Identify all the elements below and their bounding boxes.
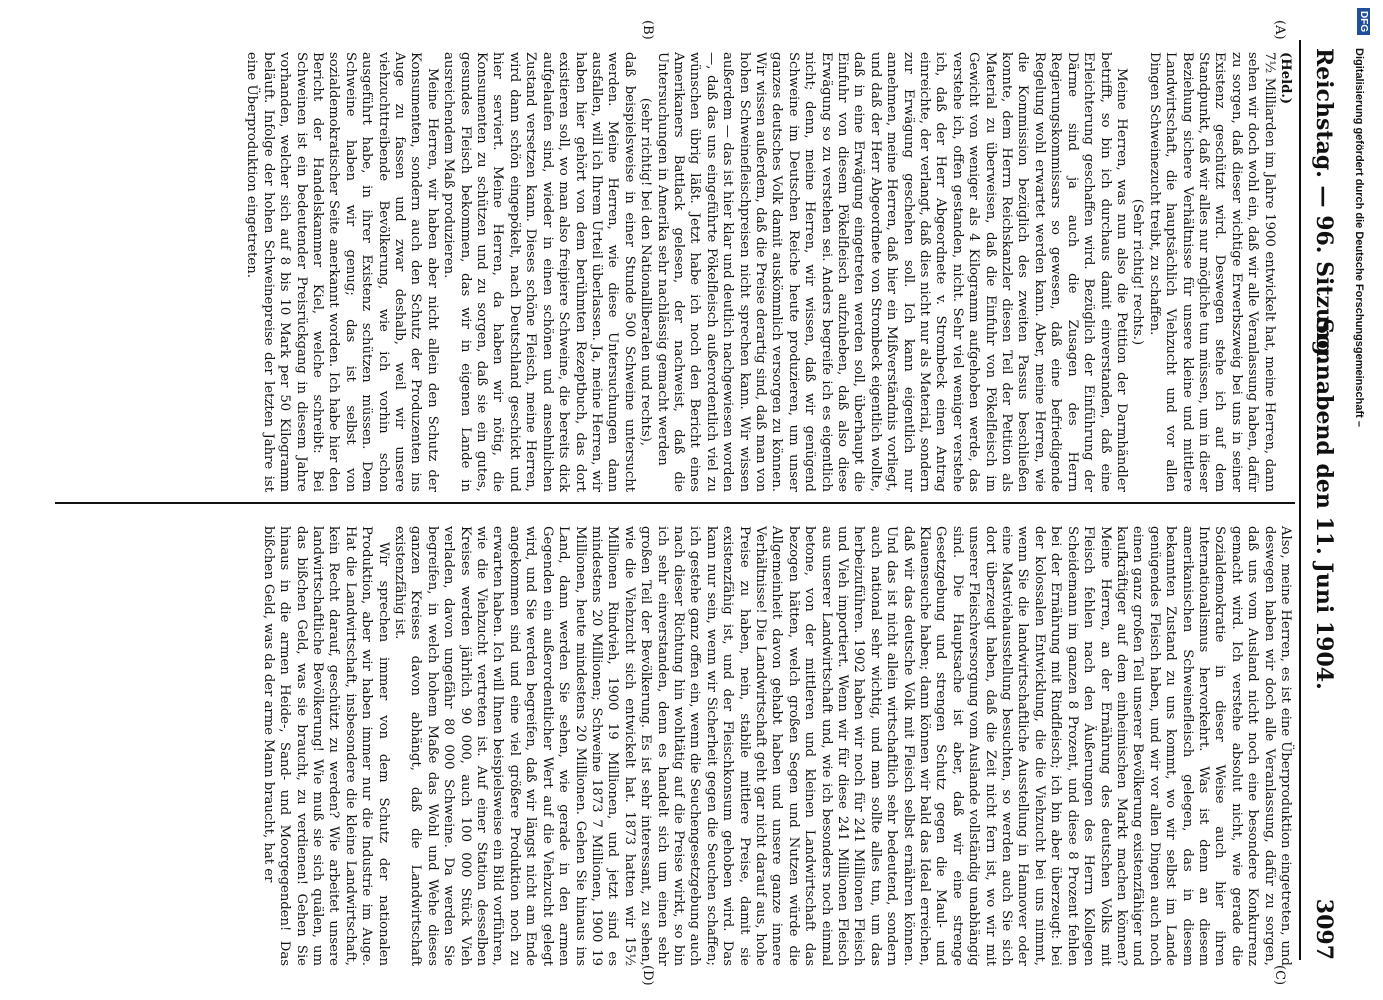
digitization-credit: Digitalisierung gefördert durch die Deutsche Forschungsgemeinschaft – — [1353, 48, 1365, 427]
margin-marker-d: (D) — [640, 965, 655, 986]
paragraph: Wir sprechen immer von dem Schutz der nationalen Produktion, aber wir haben immer nur die Industrie im Auge. Hat die Landwirtschaft, insbesondere die kleine Landwirtschaft, kein Recht darauf, geschützt zu werden? Wie arbeitet unsere landwirtschaftliche Bevölkerung! Wie muß sie sich quälen, um das bißchen Geld, was sie braucht, zu verdienen! Gehen Sie hinaus in die armen Heide-, Sand- und Moorgegenden! Das bißchen Geld, was da der arme Mann braucht, hat er — [260, 526, 391, 966]
header-rule — [1299, 40, 1301, 960]
margin-marker-a: (A) — [1272, 20, 1287, 40]
dfg-logo: DFG — [1357, 8, 1370, 35]
column-divider — [55, 502, 1295, 504]
digitization-sidebar — [1345, 0, 1383, 1000]
paragraph: 7½ Milliarden im Jahre 1900 entwickelt hat, meine Herren, dann sehen wir doch wohl ein, daß wir alle Veranlassung haben, dafür zu sorgen, daß dieser wichtige Erwerbszweig bei uns in seiner Existenz geschützt wird. Deswegen stehe ich auf dem Standpunkt, daß wir alles nur mögliche tun müssen, um in dieser Beziehung sichere Verhältnisse für unsere kleine und mittlere Landwirtschaft, die hauptsächlich Viehzucht und vor allen Dingen Schweinezucht treibt, zu schaffen. — [1146, 52, 1277, 492]
header-left: Reichstag. — 96. Sitzung. — [1311, 48, 1337, 364]
paragraph: Meine Herren, wir haben aber nicht allein den Schutz der Konsumenten, sondern auch den Schutz der Produzenten ins Auge zu fassen und zwar deshalb, weil wir unsere viehzuchttreibende Bevölkerung, wie ich vorhin schon ausgeführt habe, in ihrer Existenz schützen müssen. Dem Schweine haben wir genug; das ist selbst von sozialdemokratischer Seite anerkannt worden. Ich habe hier den Bericht der Handelskammer Kiel, welche schreibt: Bei Schweinen ist ein bedeutender Preisrückgang in diesem Jahre vorhanden, welcher sich auf 8 bis 10 Mark per 50 Kilogramm beläuft. Infolge der hohen Schweinepreise der letzten Jahre ist eine Überproduktion eingetreten. — [244, 52, 440, 492]
scanned-page — [40, 0, 1345, 1000]
margin-marker-b: (B) — [640, 20, 655, 40]
paragraph: daß beispielsweise in einer Stunde 500 Schweine untersucht werden. Meine Herren, wie diese Untersuchungen dann ausfallen, will ich Ihrem Urteil überlassen. Ja, meine Herren, wir haben hier gehört von dem berühmten Rezeptbuch, das dort existieren soll, wo man also freipiere Schweine, die bereits dick aufgelaufen sind, wieder in einen schönen und ansehnlichen Zustand versetzen kann. Dieses schöne Fleisch, meine Herren, wird dann schön eingepökelt, nach Deutschland geschickt und hier serviert. Meine Herren, da haben wir nötig, die Konsumenten zu schützen und zu sorgen, daß sie ein gutes, gesundes Fleisch bekommen, das wir in eigenen Lande in ausreichendem Maß produzieren. — [441, 52, 637, 492]
margin-marker-c: (C) — [1272, 965, 1287, 986]
paragraph: Also, meine Herren, es ist eine Überproduktion eingetreten, und deswegen haben wir doch alle Veranlassung, dafür zu sorgen, daß uns vom Ausland nicht noch eine besondere Konkurrenz gemacht wird. Ich verstehe absolut nicht, wie gerade die Sozialdemokratie in dieser Weise auch hier ihren Internationalismus hervorkehrt. Was ist denn an diesem amerikanischen Schweinefleisch gelegen, das in diesem bekannten Zustand zu uns kommt, wo wir selbst im Lande genügendes Fleisch haben, und wir vor allen Dingen auch noch einen ganz großen Teil unserer Bevölkerung existenzfähiger und kaufkräftiger auf dem einheimischen Markt machen können? Meine Herren, an der Ernährung des deutschen Volks mit Fleisch fehlen nach den Äußerungen des Herrn Kollegen Scheidemann im ganzen 8 Prozent, und diese 8 Prozent fehlen bei der Ernährung mit Rindfleisch; ich bin aber überzeugt: bei der kolossalen Entwicklung, die die Viehzucht bei uns nimmt, wenn Sie die landwirtschaftliche Ausstellung in Hannover oder eine Mastviehausstellung besuchten, so werden auch Sie sich dort überzeugt haben, daß die Zeit nicht fern ist, wo wir mit unserer Fleischversorgung vom Auslande vollständig unabhängig sind. Die Hauptsache ist aber, daß wir eine strenge Gesetzgebung und strengen Schutz gegen die Maul- und Klauenseuche haben; dann können wir bald das Ideal erreichen, daß wir das deutsche Volk mit Fleisch selbst ernähren können. Und das ist nicht allein wirtschaftlich sehr bedeutend, sondern auch national sehr wichtig, und man sollte alles tun, um das herbeizuführen. 1902 haben wir noch für 241 Millionen Fleisch und Vieh importiert. Wenn wir für diese 241 Millionen Fleisch aus unserer Landwirtschaft und, wie ich besonders noch einmal betone, von der mittleren und kleinen Landwirtschaft das bezogen hätten, welch großen Segen und Nutzen würde die Allgemeinheit davon gehabt haben und unsere ganze innere Verhältnisse! Die Landwirtschaft geht gar nicht darauf aus, hohe Preise zu haben, nein, stabile mittlere Preise, damit sie existenzfähig ist, und der Fleischkonsum gehoben wird. Das kann nur sein, wenn wir Sicherheit gegen die Seuchen schaffen; ich gestehe ganz offen ein, wenn die Seuchengesetzgebung auch nach dieser Richtung hin wohltätig auf die Preise wirkt, so bin ich sehr einverstanden, denn es handelt sich um einen sehr großen Teil der Bevölkerung. Es ist sehr interessant, zu sehen, wie die Viehzucht sich entwickelt hat. 1873 hatten wir 15½ Millionen Rindvieh, 1900 19 Millionen, und jetzt sind es mindestens 20 Millionen; Schweine 1873 7 Millionen, 1900 19 Millionen, heute mindestens 20 Millionen. Gehen Sie hinaus ins Land, dann werden Sie sehen, wie gerade in den armen Gegenden ein außerordentlicher Wert auf die Viehzucht gelegt wird, und Sie werden begreifen, daß wir längst nicht am Ende angekommen sind und eine viel größere Produktion noch zu erwarten haben. Ich will Ihnen beispielsweise ein Bild vorführen, wie die Viehzucht vertreten ist. Auf einer Station desselben Kreises werden jährlich 90 000, auch 100 000 Stück Vieh verladen, davon ungefähr 80 000 Schweine. Da werden Sie begreifen, in welch hohem Maße das Wohl und Wehe dieses ganzen Kreises davon abhängt, daß die Landwirtschaft existenzfähig ist. — [392, 526, 1293, 966]
page-number: 3097 — [1311, 898, 1337, 960]
interjection: (sehr richtig! bei den Nationalliberalen und rechts), — [638, 97, 654, 447]
header-date: Sonnabend den 11. Juni 1904. — [1311, 318, 1337, 690]
page-header — [1303, 48, 1337, 960]
right-column — [259, 526, 1293, 966]
left-column — [243, 52, 1293, 492]
paragraph: Meine Herren, was nun also die Petition der Darmhändler betrifft, so bin ich durchaus damit einverstanden, daß eine Erleichterung geschaffen wird. Bezüglich der Einführung der Därme sind ja auch die Zusagen des Herrn Regierungskommissars so gewesen, daß eine befriedigende Regelung wohl erwartet werden kann. Aber, meine Herren, wie die Kommission bezüglich des zweiten Passus beschließen konnte, dem Herrn Reichskanzler diesen Teil der Petition als Material zu überweisen, daß die Einfuhr von Pökelfleisch im Gewicht von weniger als 4 Kilogramm aufgehoben werde, das verstehe ich, offen gestanden, nicht. Sehr viel weniger verstehe ich, daß der Herr Abgeordnete v. Strombeck einen Antrag einreichte, der verlangt, daß dies nicht nur als Material, sondern zur Erwägung geschehen soll. Ich kann eigentlich nur annehmen, meine Herren, daß hier ein Mißverständnis vorliegt, und daß der Herr Abgeordnete von Strombeck eigentlich wollte, daß in eine Erwägung eingetreten werden soll, überhaupt die Einfuhr von diesem Pökelfleisch aufzuheben, daß also diese Erwägung so zu verstehen sei. Anders begreife ich es eigentlich nicht; denn, meine Herren, wir wissen, daß wir genügend Schweine im Deutschen Reiche heute produzieren, um unser ganzes deutsches Volk damit auskömmlich versorgen zu können. Wir wissen außerdem, daß die Preise derartig sind, daß man von hohen Schweinefleischpreisen nicht sprechen kann. Wir wissen außerdem — das ist hier klar und deutlich nachgewiesen worden —, daß das uns eingeführte Pökelfleisch außerordentlich viel zu wünschen übrig läßt. Jetzt habe ich noch den Bericht eines Amerikaners Battlack gelesen, der nachweist, daß die Untersuchungen in Amerika sehr nachlässig gemacht werden — [654, 52, 1129, 492]
interjection: (Sehr richtig! rechts.) — [1130, 198, 1146, 346]
speaker-label: (Held.) — [1278, 52, 1293, 105]
